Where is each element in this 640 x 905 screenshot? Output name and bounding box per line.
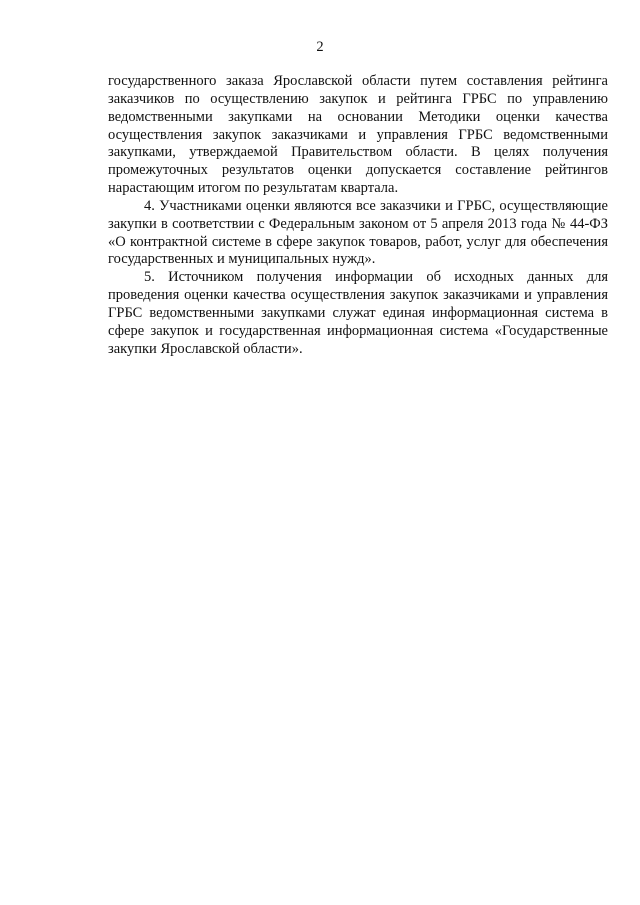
page-number: 2	[316, 39, 324, 55]
paragraph-item-4: 4. Участниками оценки являются все заказчики и ГРБС, осуществляющие закупки в соответствии с Федеральным законом от 5 апреля 2013 года № 44-ФЗ «О контрактной системе в сфере закупок товаров, работ, услуг для обеспечения государственных и муниципальных нужд».	[108, 197, 608, 268]
document-body	[108, 73, 608, 359]
paragraph-item-5: 5. Источником получения информации об исходных данных для проведения оценки качества осуществления закупок заказчиками и управления ГРБС ведомственными закупками служат единая информационная система в сфере закупок и государственная информационная система «Государственные закупки Ярославской области».	[108, 269, 608, 357]
paragraph-continuation: государственного заказа Ярославской области путем составления рейтинга заказчиков по осуществлению закупок и рейтинга ГРБС по управлению ведомственными закупками на основании Методики оценки качества осуществления закупок заказчиками и управления ГРБС ведомственными закупками, утверждаемой Правительством области. В целях получения промежуточных результатов оценки допускается составление рейтингов нарастающим итогом по результатам квартала.	[108, 73, 608, 197]
